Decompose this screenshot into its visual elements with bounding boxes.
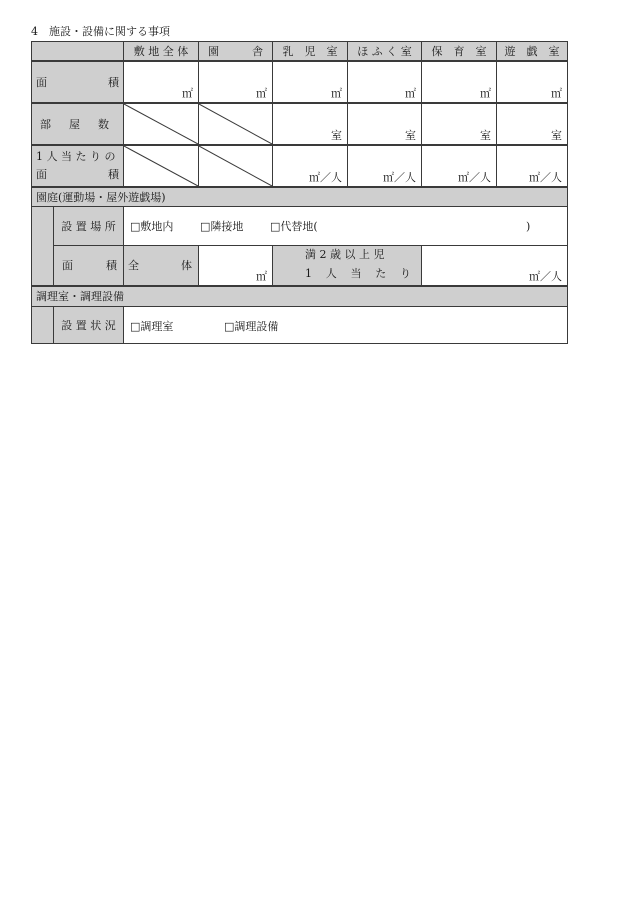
option-substitute-checkbox[interactable]: □代替地( xyxy=(270,220,318,233)
option-on-site-checkbox[interactable]: □敷地内 xyxy=(130,220,174,233)
section-title: 4 施設・設備に関する事項 xyxy=(31,25,170,38)
garden-area-label: 面 積 xyxy=(53,245,124,286)
per-person-row-label: 1 人 当 た り の 面 積 xyxy=(31,145,124,187)
header-crawling-room: ほ ふ く 室 xyxy=(347,41,422,61)
per-person-crawling-room-cell[interactable]: ㎡／人 xyxy=(347,145,422,187)
option-substitute-close-paren: ) xyxy=(526,220,531,233)
per-person-building-cell-na xyxy=(198,145,273,187)
per-person-site-total-cell-na xyxy=(123,145,199,187)
option-kitchen-equipment-checkbox[interactable]: □調理設備 xyxy=(224,320,279,333)
area-building-cell[interactable]: ㎡ xyxy=(198,61,273,103)
area-row-label: 面 積 xyxy=(31,61,124,103)
option-kitchen-room-checkbox[interactable]: □調理室 xyxy=(130,320,174,333)
rooms-crawling-room-cell[interactable]: 室 xyxy=(347,103,422,145)
garden-over2-area-cell[interactable]: ㎡／人 xyxy=(421,245,568,286)
area-site-total-cell[interactable]: ㎡ xyxy=(123,61,199,103)
rooms-site-total-cell-na xyxy=(123,103,199,145)
garden-total-label: 全 体 xyxy=(123,245,199,286)
garden-over2-label: 満 2 歳 以 上 児 1 人 当 た り xyxy=(272,245,422,286)
rooms-building-cell-na xyxy=(198,103,273,145)
rooms-nursery-room-cell[interactable]: 室 xyxy=(421,103,497,145)
option-adjacent-checkbox[interactable]: □隣接地 xyxy=(200,220,244,233)
garden-total-area-cell[interactable]: ㎡ xyxy=(198,245,273,286)
diagonal-slash xyxy=(124,104,198,144)
rooms-row-label: 部 屋 数 xyxy=(31,103,124,145)
area-infant-room-cell[interactable]: ㎡ xyxy=(272,61,348,103)
per-person-playroom-cell[interactable]: ㎡／人 xyxy=(496,145,568,187)
kitchen-status-options xyxy=(123,306,568,344)
garden-indent-cell xyxy=(31,206,54,286)
rooms-infant-room-cell[interactable]: 室 xyxy=(272,103,348,145)
garden-location-label: 設 置 場 所 xyxy=(53,206,124,246)
diagonal-slash xyxy=(199,146,272,186)
header-corner-cell xyxy=(31,41,124,61)
area-playroom-cell[interactable]: ㎡ xyxy=(496,61,568,103)
header-site-total: 敷 地 全 体 xyxy=(123,41,199,61)
garden-heading: 園庭(運動場・屋外遊戯場) xyxy=(31,187,568,207)
diagonal-slash xyxy=(199,104,272,144)
per-person-infant-room-cell[interactable]: ㎡／人 xyxy=(272,145,348,187)
area-nursery-room-cell[interactable]: ㎡ xyxy=(421,61,497,103)
area-crawling-room-cell[interactable]: ㎡ xyxy=(347,61,422,103)
header-playroom: 遊 戯 室 xyxy=(496,41,568,61)
facility-table xyxy=(32,42,569,344)
kitchen-status-label: 設 置 状 況 xyxy=(53,306,124,344)
header-building: 園 舎 xyxy=(198,41,273,61)
header-nursery-room: 保 育 室 xyxy=(421,41,497,61)
kitchen-heading: 調理室・調理設備 xyxy=(31,286,568,307)
header-infant-room: 乳 児 室 xyxy=(272,41,348,61)
rooms-playroom-cell[interactable]: 室 xyxy=(496,103,568,145)
garden-location-options xyxy=(123,206,568,246)
kitchen-indent-cell xyxy=(31,306,54,344)
diagonal-slash xyxy=(124,146,198,186)
per-person-nursery-room-cell[interactable]: ㎡／人 xyxy=(421,145,497,187)
